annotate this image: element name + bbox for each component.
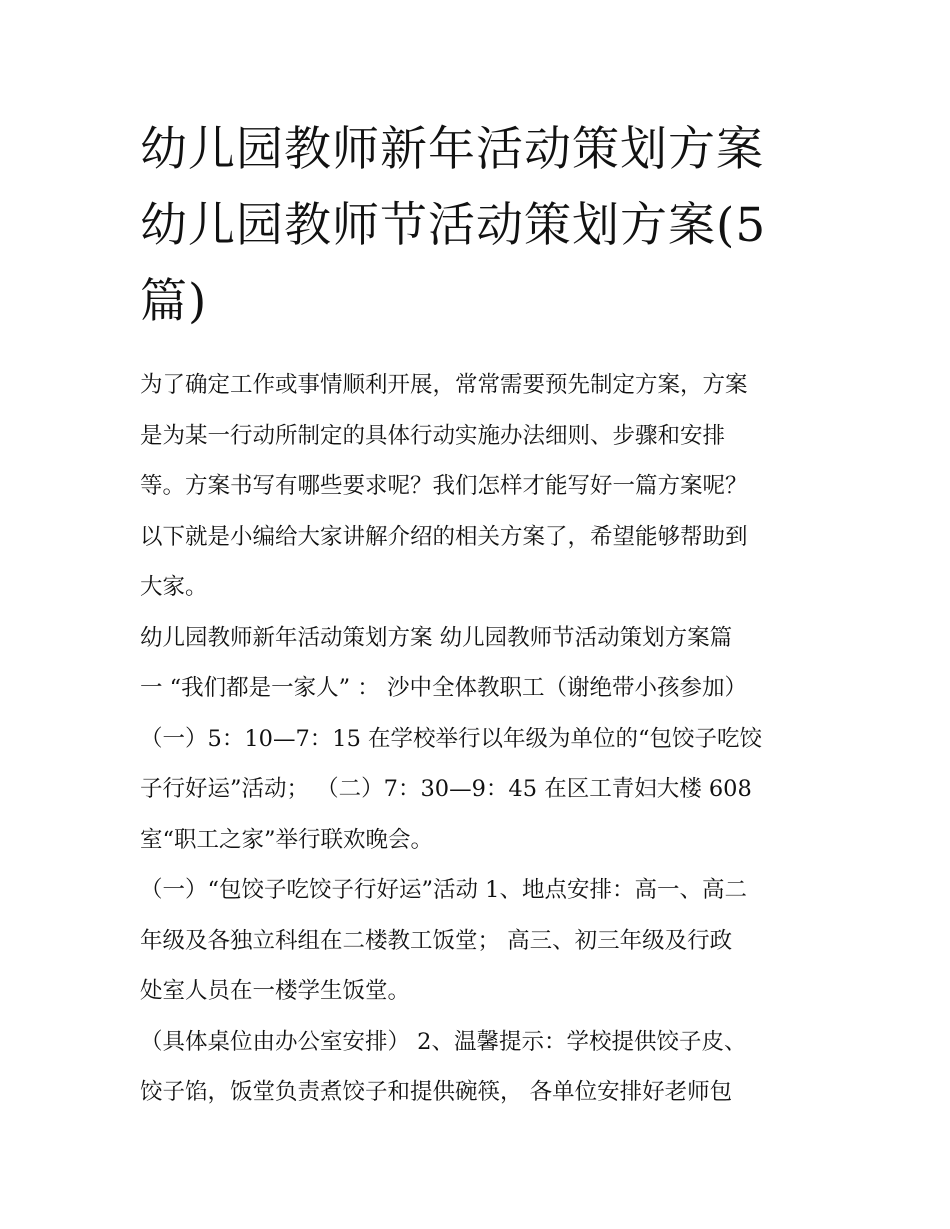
body-line: 年级及各独立科组在二楼教工饭堂； 高三、初三年级及行政	[140, 927, 733, 954]
body-line: 子行好运”活动； （二）7：30—9：45 在区工青妇大楼 608	[140, 776, 752, 802]
body-line: 大家。	[140, 574, 208, 600]
body-line: 一 “我们都是一家人” ： 沙中全体教职工（谢绝带小孩参加）	[140, 675, 747, 701]
document-body	[140, 360, 830, 1118]
body-line: （具体桌位由办公室安排） 2、温馨提示：学校提供饺子皮、	[140, 1028, 747, 1055]
body-line: 是为某一行动所制定的具体行动实施办法细则、步骤和安排	[140, 422, 726, 449]
title-line: 幼儿园教师节活动策划方案(5	[140, 198, 767, 253]
body-line: 以下就是小编给大家讲解介绍的相关方案了，希望能够帮助到	[140, 523, 748, 550]
body-line: 为了确定工作或事情顺利开展，常常需要预先制定方案，方案	[140, 372, 748, 398]
title-line: 幼儿园教师新年活动策划方案	[140, 122, 764, 177]
document-title	[140, 112, 820, 340]
body-line: 饺子馅，饭堂负责煮饺子和提供碗筷， 各单位安排好老师包	[140, 1079, 733, 1105]
body-line: 室“职工之家”举行联欢晚会。	[140, 826, 434, 853]
body-line: 处室人员在一楼学生饭堂。	[140, 978, 411, 1004]
title-line: 篇)	[140, 274, 208, 329]
body-line: 幼儿园教师新年活动策划方案 幼儿园教师节活动策划方案篇	[140, 624, 733, 651]
body-line: 等。方案书写有哪些要求呢？我们怎样才能写好一篇方案呢？	[140, 473, 748, 499]
body-line: （一）“包饺子吃饺子行好运”活动 1、地点安排：高一、高二	[140, 877, 747, 903]
body-line: （一）5：10—7：15 在学校举行以年级为单位的“包饺子吃饺	[140, 725, 763, 752]
